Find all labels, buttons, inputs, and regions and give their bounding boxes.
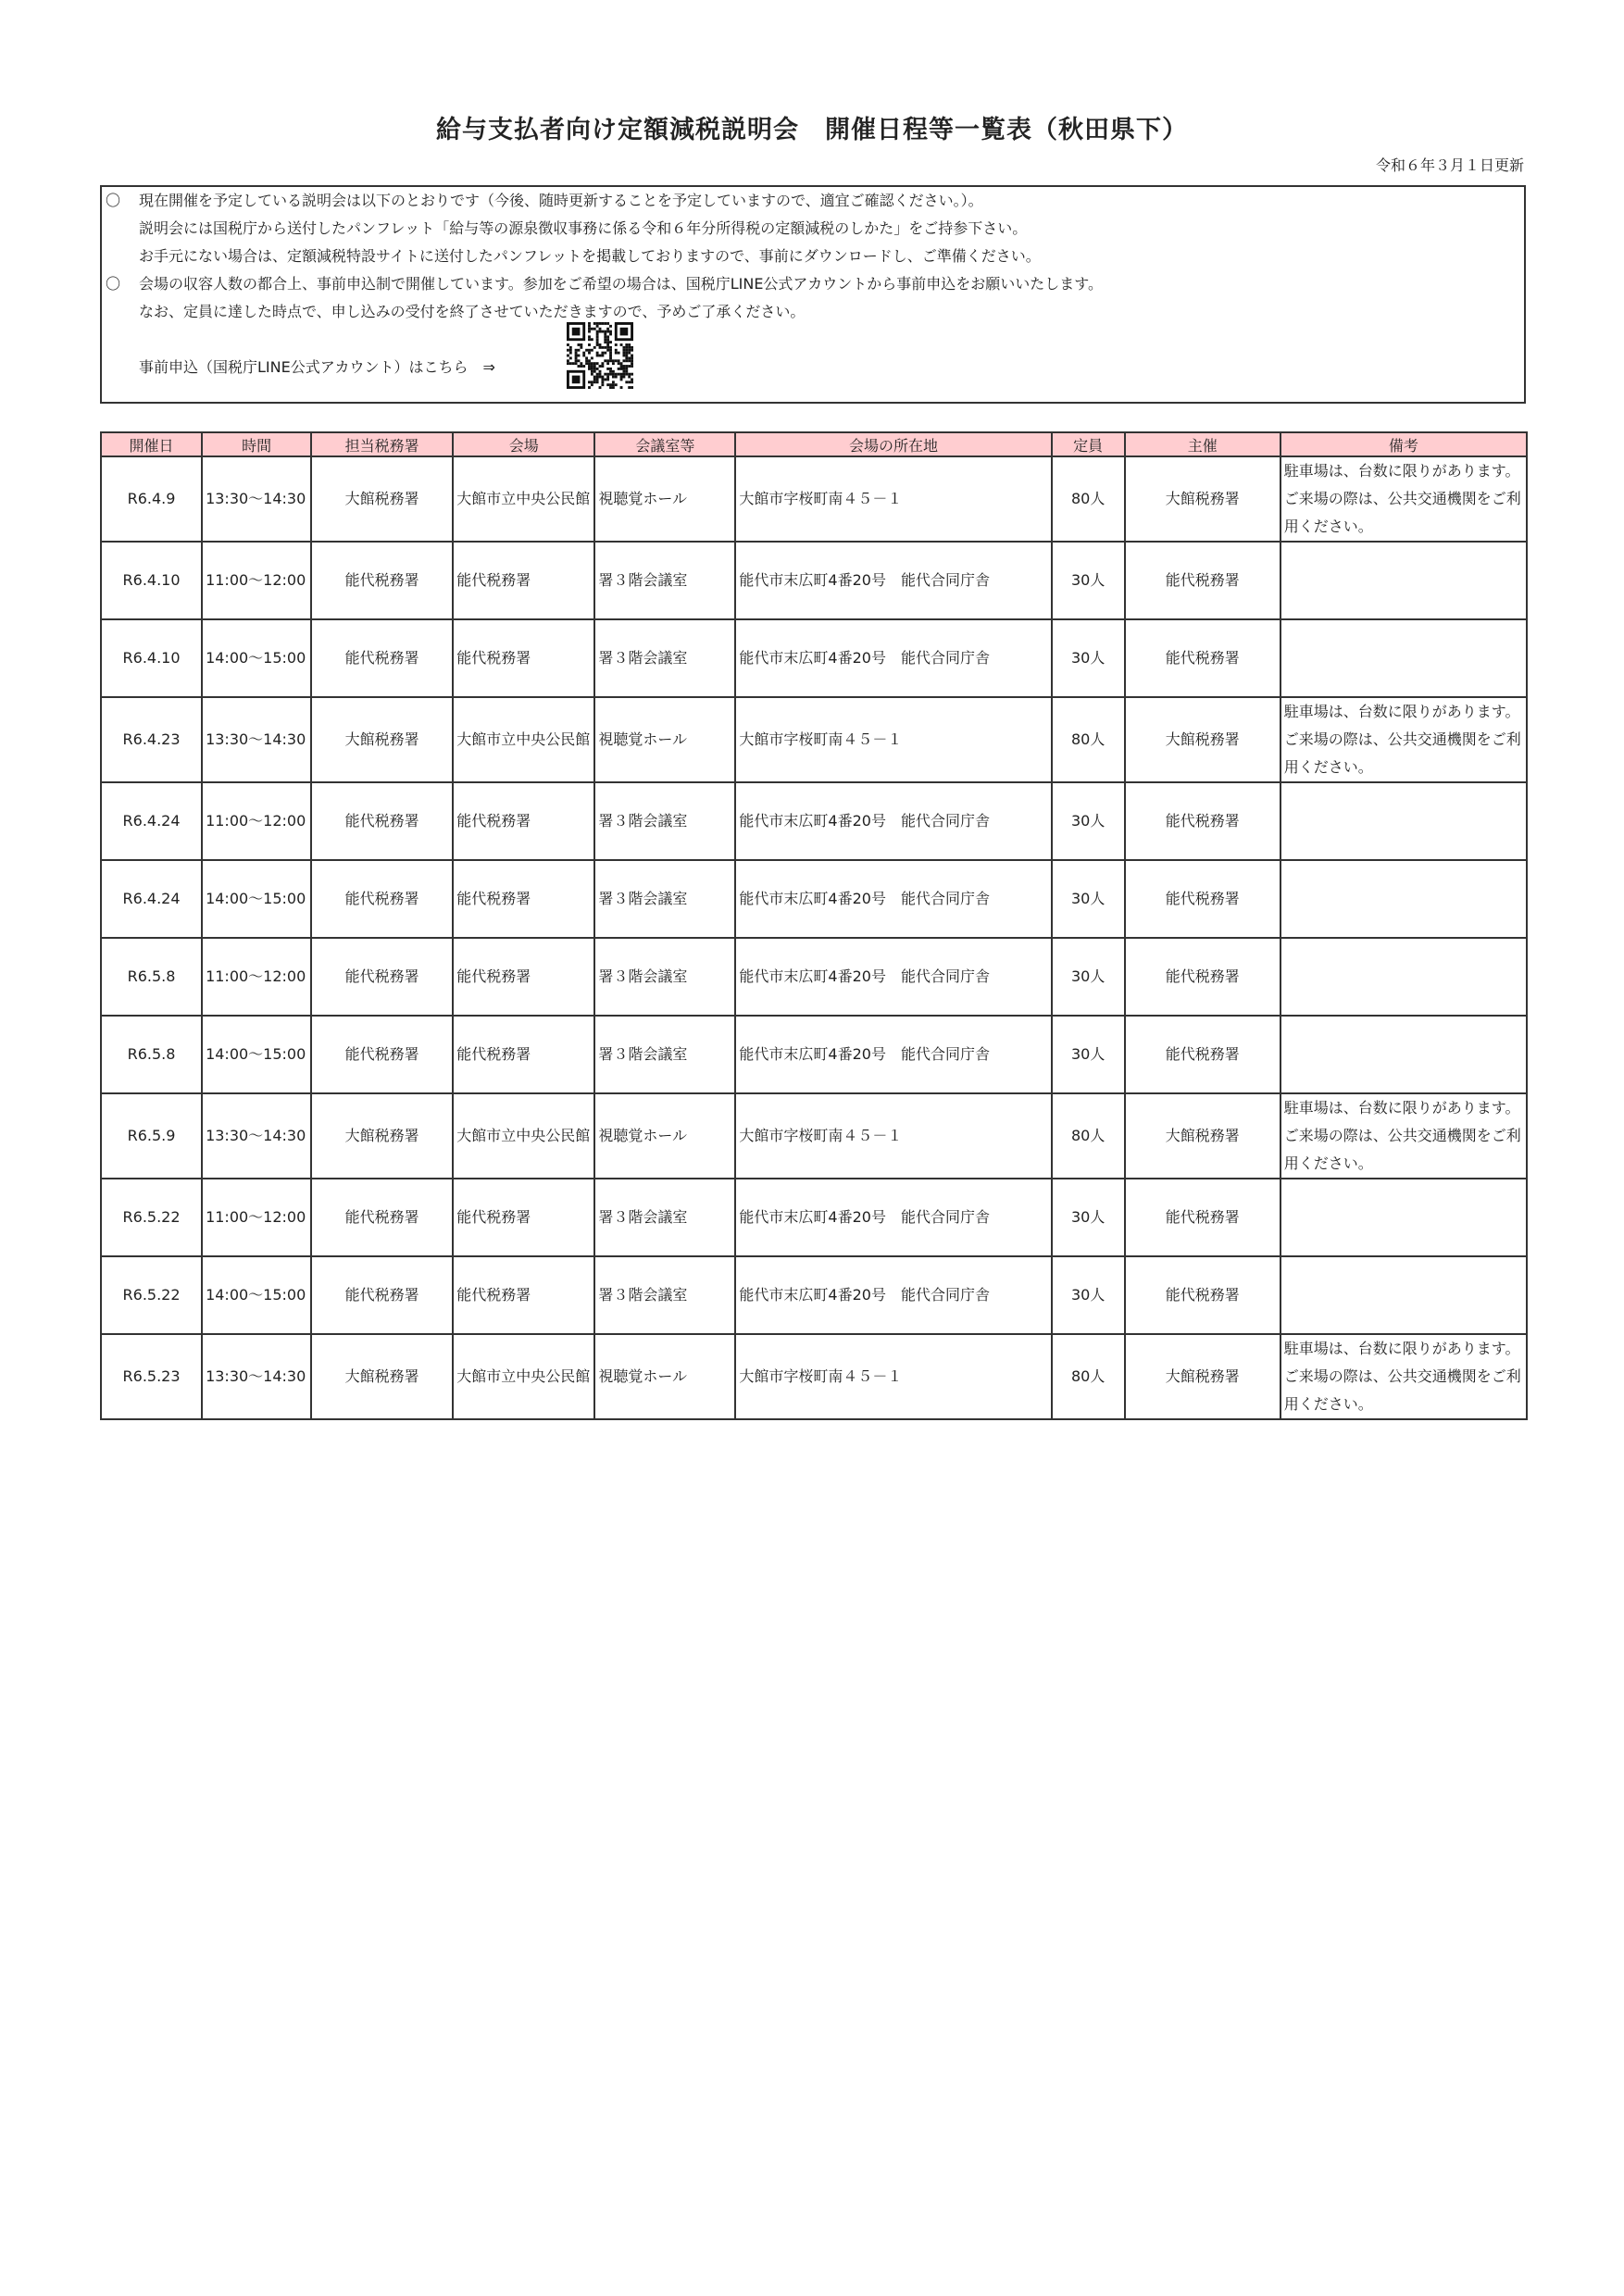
row-address: 能代市末広町4番20号 能代合同庁舎 bbox=[735, 542, 1051, 619]
row-host: 能代税務署 bbox=[1125, 1179, 1280, 1256]
table-row bbox=[101, 619, 1527, 697]
notice-bullet: 〇 bbox=[106, 275, 121, 293]
row-time: 14:00～15:00 bbox=[202, 619, 311, 697]
row-host: 大館税務署 bbox=[1125, 697, 1280, 782]
row-office: 大館税務署 bbox=[311, 697, 453, 782]
notice-box bbox=[100, 185, 1526, 404]
table-row bbox=[101, 697, 1527, 782]
row-office: 能代税務署 bbox=[311, 1256, 453, 1334]
row-room: 署３階会議室 bbox=[594, 938, 735, 1016]
row-capacity: 80人 bbox=[1052, 1334, 1125, 1419]
row-host: 能代税務署 bbox=[1125, 542, 1280, 619]
row-office: 大館税務署 bbox=[311, 456, 453, 542]
row-office: 能代税務署 bbox=[311, 782, 453, 860]
header-date: 開催日 bbox=[101, 432, 202, 456]
row-time: 11:00～12:00 bbox=[202, 938, 311, 1016]
row-note bbox=[1280, 782, 1527, 860]
row-note: 駐車場は、台数に限りがあります。ご来場の際は、公共交通機関をご利用ください。 bbox=[1280, 697, 1527, 782]
row-room: 署３階会議室 bbox=[594, 619, 735, 697]
row-office: 能代税務署 bbox=[311, 1016, 453, 1093]
row-note bbox=[1280, 619, 1527, 697]
row-date: R6.4.24 bbox=[101, 782, 202, 860]
header-venue: 会場 bbox=[453, 432, 594, 456]
row-capacity: 30人 bbox=[1052, 619, 1125, 697]
row-host: 能代税務署 bbox=[1125, 619, 1280, 697]
row-time: 13:30～14:30 bbox=[202, 1093, 311, 1179]
row-time: 13:30～14:30 bbox=[202, 456, 311, 542]
row-office: 大館税務署 bbox=[311, 1334, 453, 1419]
row-date: R6.4.24 bbox=[101, 860, 202, 938]
row-time: 13:30～14:30 bbox=[202, 1334, 311, 1419]
row-host: 能代税務署 bbox=[1125, 938, 1280, 1016]
row-note bbox=[1280, 938, 1527, 1016]
row-note bbox=[1280, 542, 1527, 619]
row-date: R6.4.23 bbox=[101, 697, 202, 782]
row-capacity: 80人 bbox=[1052, 456, 1125, 542]
row-host: 能代税務署 bbox=[1125, 782, 1280, 860]
table-row bbox=[101, 1256, 1527, 1334]
row-room: 視聴覚ホール bbox=[594, 1334, 735, 1419]
row-capacity: 30人 bbox=[1052, 542, 1125, 619]
row-address: 能代市末広町4番20号 能代合同庁舎 bbox=[735, 782, 1051, 860]
row-note bbox=[1280, 860, 1527, 938]
line-registration-link[interactable]: 事前申込（国税庁LINE公式アカウント）はこちら ⇒ bbox=[139, 358, 495, 376]
table-row bbox=[101, 860, 1527, 938]
row-date: R6.5.8 bbox=[101, 1016, 202, 1093]
row-address: 大館市字桜町南４５－１ bbox=[735, 1093, 1051, 1179]
notice-line: 説明会には国税庁から送付したパンフレット「給与等の源泉徴収事務に係る令和６年分所得税の定額減税のしかた」をご持参下さい。 bbox=[139, 219, 1028, 237]
row-office: 能代税務署 bbox=[311, 1179, 453, 1256]
row-time: 11:00～12:00 bbox=[202, 542, 311, 619]
row-capacity: 30人 bbox=[1052, 1016, 1125, 1093]
row-date: R6.5.22 bbox=[101, 1256, 202, 1334]
row-note: 駐車場は、台数に限りがあります。ご来場の際は、公共交通機関をご利用ください。 bbox=[1280, 1334, 1527, 1419]
header-time: 時間 bbox=[202, 432, 311, 456]
row-venue: 大館市立中央公民館 bbox=[453, 1334, 594, 1419]
row-venue: 能代税務署 bbox=[453, 542, 594, 619]
row-date: R6.4.10 bbox=[101, 619, 202, 697]
row-note: 駐車場は、台数に限りがあります。ご来場の際は、公共交通機関をご利用ください。 bbox=[1280, 1093, 1527, 1179]
row-venue: 能代税務署 bbox=[453, 619, 594, 697]
row-host: 大館税務署 bbox=[1125, 456, 1280, 542]
row-room: 署３階会議室 bbox=[594, 860, 735, 938]
notice-line: お手元にない場合は、定額減税特設サイトに送付したパンフレットを掲載しておりますので、事前にダウンロードし、ご準備ください。 bbox=[139, 247, 1041, 265]
table-row bbox=[101, 1179, 1527, 1256]
row-venue: 能代税務署 bbox=[453, 1256, 594, 1334]
row-capacity: 80人 bbox=[1052, 697, 1125, 782]
row-capacity: 30人 bbox=[1052, 1179, 1125, 1256]
row-address: 能代市末広町4番20号 能代合同庁舎 bbox=[735, 619, 1051, 697]
row-venue: 大館市立中央公民館 bbox=[453, 697, 594, 782]
table-row bbox=[101, 542, 1527, 619]
row-office: 能代税務署 bbox=[311, 619, 453, 697]
row-capacity: 80人 bbox=[1052, 1093, 1125, 1179]
row-capacity: 30人 bbox=[1052, 860, 1125, 938]
page-title: 給与支払者向け定額減税説明会 開催日程等一覧表（秋田県下） bbox=[436, 116, 1188, 144]
row-room: 署３階会議室 bbox=[594, 1256, 735, 1334]
row-address: 能代市末広町4番20号 能代合同庁舎 bbox=[735, 938, 1051, 1016]
table-row bbox=[101, 1334, 1527, 1419]
qr-code-icon[interactable] bbox=[567, 322, 633, 389]
row-room: 署３階会議室 bbox=[594, 542, 735, 619]
row-room: 視聴覚ホール bbox=[594, 456, 735, 542]
row-venue: 能代税務署 bbox=[453, 1016, 594, 1093]
row-note: 駐車場は、台数に限りがあります。ご来場の際は、公共交通機関をご利用ください。 bbox=[1280, 456, 1527, 542]
header-host: 主催 bbox=[1125, 432, 1280, 456]
row-address: 能代市末広町4番20号 能代合同庁舎 bbox=[735, 1179, 1051, 1256]
row-venue: 大館市立中央公民館 bbox=[453, 1093, 594, 1179]
notice-line: 会場の収容人数の都合上、事前申込制で開催しています。参加をご希望の場合は、国税庁LINE公式アカウントから事前申込をお願いいたします。 bbox=[139, 275, 1103, 293]
row-office: 能代税務署 bbox=[311, 938, 453, 1016]
notice-line: なお、定員に達した時点で、申し込みの受付を終了させていただきますので、予めご了承ください。 bbox=[139, 303, 806, 320]
row-address: 大館市字桜町南４５－１ bbox=[735, 1334, 1051, 1419]
header-address: 会場の所在地 bbox=[735, 432, 1051, 456]
row-note bbox=[1280, 1016, 1527, 1093]
row-capacity: 30人 bbox=[1052, 782, 1125, 860]
row-room: 視聴覚ホール bbox=[594, 1093, 735, 1179]
schedule-table bbox=[100, 431, 1528, 1420]
row-host: 能代税務署 bbox=[1125, 1016, 1280, 1093]
header-note: 備考 bbox=[1280, 432, 1527, 456]
row-time: 13:30～14:30 bbox=[202, 697, 311, 782]
row-date: R6.5.8 bbox=[101, 938, 202, 1016]
table-row bbox=[101, 456, 1527, 542]
row-note bbox=[1280, 1179, 1527, 1256]
header-capacity: 定員 bbox=[1052, 432, 1125, 456]
row-office: 能代税務署 bbox=[311, 860, 453, 938]
row-address: 能代市末広町4番20号 能代合同庁舎 bbox=[735, 1256, 1051, 1334]
row-time: 11:00～12:00 bbox=[202, 782, 311, 860]
row-address: 能代市末広町4番20号 能代合同庁舎 bbox=[735, 1016, 1051, 1093]
row-note bbox=[1280, 1256, 1527, 1334]
table-row bbox=[101, 782, 1527, 860]
row-venue: 能代税務署 bbox=[453, 782, 594, 860]
notice-line: 現在開催を予定している説明会は以下のとおりです（今後、随時更新することを予定していますので、適宜ご確認ください。）。 bbox=[139, 192, 983, 209]
header-office: 担当税務署 bbox=[311, 432, 453, 456]
header-room: 会議室等 bbox=[594, 432, 735, 456]
row-host: 能代税務署 bbox=[1125, 1256, 1280, 1334]
row-capacity: 30人 bbox=[1052, 938, 1125, 1016]
row-office: 大館税務署 bbox=[311, 1093, 453, 1179]
table-header-row bbox=[101, 432, 1527, 456]
table-row bbox=[101, 1093, 1527, 1179]
row-host: 大館税務署 bbox=[1125, 1334, 1280, 1419]
row-date: R6.5.9 bbox=[101, 1093, 202, 1179]
notice-bullet: 〇 bbox=[106, 192, 121, 209]
table-row bbox=[101, 938, 1527, 1016]
row-host: 大館税務署 bbox=[1125, 1093, 1280, 1179]
row-venue: 能代税務署 bbox=[453, 938, 594, 1016]
row-host: 能代税務署 bbox=[1125, 860, 1280, 938]
row-capacity: 30人 bbox=[1052, 1256, 1125, 1334]
row-date: R6.4.9 bbox=[101, 456, 202, 542]
row-time: 11:00～12:00 bbox=[202, 1179, 311, 1256]
row-room: 署３階会議室 bbox=[594, 1016, 735, 1093]
row-date: R6.5.23 bbox=[101, 1334, 202, 1419]
updated-date: 令和６年３月１日更新 bbox=[1375, 156, 1524, 174]
row-room: 署３階会議室 bbox=[594, 1179, 735, 1256]
row-venue: 大館市立中央公民館 bbox=[453, 456, 594, 542]
row-time: 14:00～15:00 bbox=[202, 1256, 311, 1334]
row-room: 視聴覚ホール bbox=[594, 697, 735, 782]
row-room: 署３階会議室 bbox=[594, 782, 735, 860]
row-venue: 能代税務署 bbox=[453, 1179, 594, 1256]
row-date: R6.4.10 bbox=[101, 542, 202, 619]
row-address: 能代市末広町4番20号 能代合同庁舎 bbox=[735, 860, 1051, 938]
table-row bbox=[101, 1016, 1527, 1093]
row-date: R6.5.22 bbox=[101, 1179, 202, 1256]
row-address: 大館市字桜町南４５－１ bbox=[735, 456, 1051, 542]
row-time: 14:00～15:00 bbox=[202, 860, 311, 938]
row-venue: 能代税務署 bbox=[453, 860, 594, 938]
row-office: 能代税務署 bbox=[311, 542, 453, 619]
row-time: 14:00～15:00 bbox=[202, 1016, 311, 1093]
row-address: 大館市字桜町南４５－１ bbox=[735, 697, 1051, 782]
